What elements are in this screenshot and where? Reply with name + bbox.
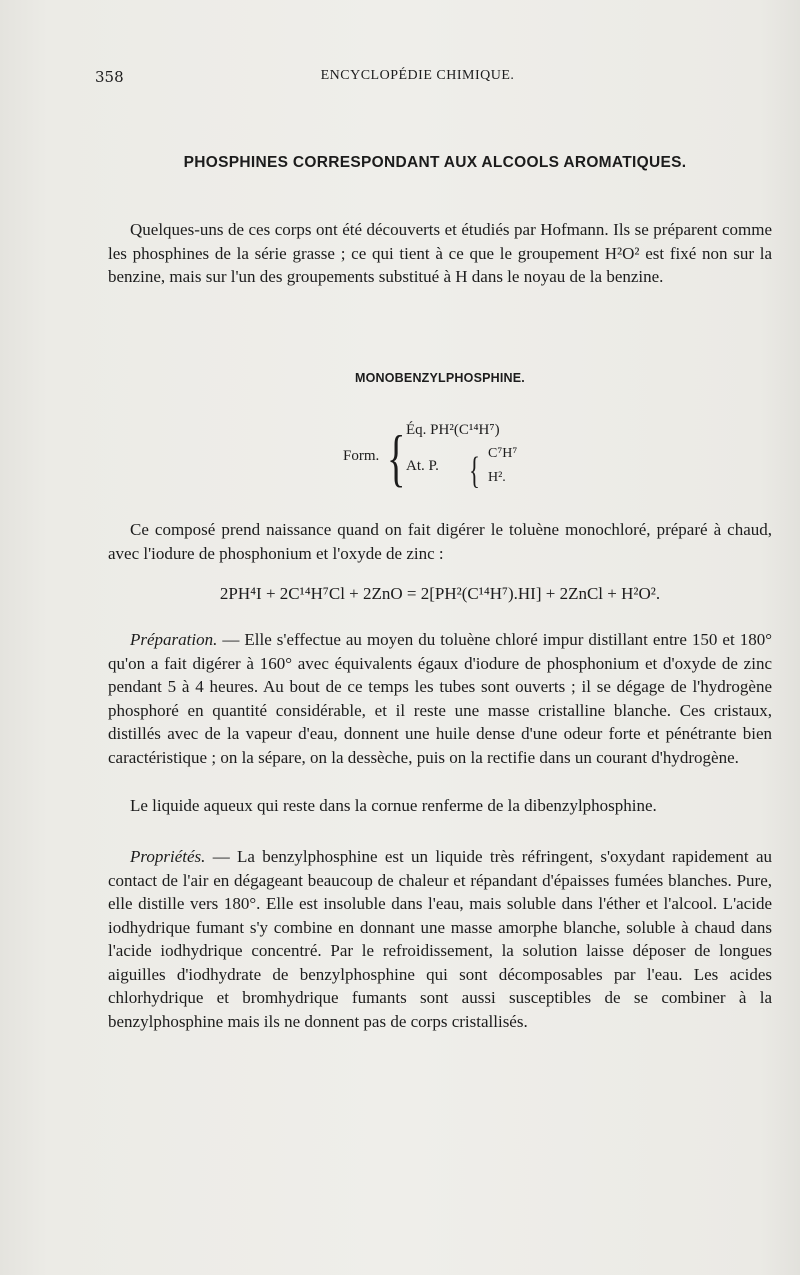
formula-label: Form. — [343, 448, 380, 464]
formation-paragraph: Ce composé prend naissance quand on fait digérer le toluène monochloré, préparé à chaud, avec l'iodure de phosphonium et l'oxyde de zinc : — [108, 520, 772, 563]
atomic-formula-label: At. P. — [406, 458, 439, 474]
atomic-formula-line-2: H². — [488, 470, 506, 485]
running-title: ENCYCLOPÉDIE CHIMIQUE. — [320, 68, 515, 83]
properties-text: — La benzylphosphine est un liquide très réfringent, s'oxydant rapidement au contact de l'air en dégageant beaucoup de chaleur et répandant d'épaisses fumées blanches. Pure, elle distille vers 180°. Elle est insoluble dans l'eau, mais soluble dans l'éther et l'alcool. L'acide iodhydrique fumant s'y combine en donnant une masse amorphe blanche, soluble à chaud dans l'acide iodhydrique concentré. Par le refroidissement, la solution laisse déposer de longues aiguilles d'iodhydrate de benzylphosphine qui sont décomposables par l'eau. Les acides chlorhydrique et bromhydrique fumants sont aussi susceptibles de se combiner à la benzylphosphine mais ils ne donnent pas de corps cristallisés. — [108, 847, 772, 1031]
preparation-text: — Elle s'effectue au moyen du toluène chloré impur distillant entre 150 et 180° qu'on a fait digérer à 160° avec équivalents égaux d'iodure de phosphonium et d'oxyde de zinc pendant 5 à 4 heures. Au bout de ce temps les tubes sont ouverts ; il se dégage de l'hydrogène phosphoré en quantité considérable, et il reste une masse cristalline blanche. Ces cristaux, distillés avec de la vapeur d'eau, donnent une huile dense d'une odeur forte et pénétrante bien caractéristique ; on la sépare, on la dessèche, puis on la rectifie dans un courant d'hydrogène. — [108, 630, 772, 767]
left-brace: { — [387, 422, 406, 493]
reaction-equation: 2PH⁴I + 2C¹⁴H⁷Cl + 2ZnO = 2[PH²(C¹⁴H⁷).HI] + 2ZnCl + H²O². — [219, 584, 661, 603]
preparation-lead: Préparation. — [130, 630, 218, 649]
properties-paragraph — [108, 845, 772, 1033]
compound-heading: MONOBENZYLPHOSPHINE. — [355, 371, 525, 385]
preparation-paragraph — [108, 628, 772, 769]
preparation-second-paragraph: Le liquide aqueux qui reste dans la cornue renferme de la dibenzylphosphine. — [130, 796, 657, 815]
inner-brace: { — [469, 450, 480, 492]
page-header — [95, 68, 740, 90]
formula-block — [343, 420, 603, 500]
atomic-formula-line-1: C⁷H⁷ — [488, 446, 518, 461]
intro-paragraph: Quelques-uns de ces corps ont été découverts et étudiés par Hofmann. Ils se préparent comme les phosphines de la série grasse ; ce qui tient à ce que le groupement H²O² est fixé non sur la benzine, mais sur l'un des groupements substitué à H dans le noyau de la benzine. — [108, 220, 772, 286]
section-title: PHOSPHINES CORRESPONDANT AUX ALCOOLS AROMATIQUES. — [183, 154, 687, 171]
equivalent-formula: Éq. PH²(C¹⁴H⁷) — [406, 422, 500, 438]
properties-lead: Propriétés. — [130, 847, 206, 866]
page-number: 358 — [95, 68, 124, 86]
